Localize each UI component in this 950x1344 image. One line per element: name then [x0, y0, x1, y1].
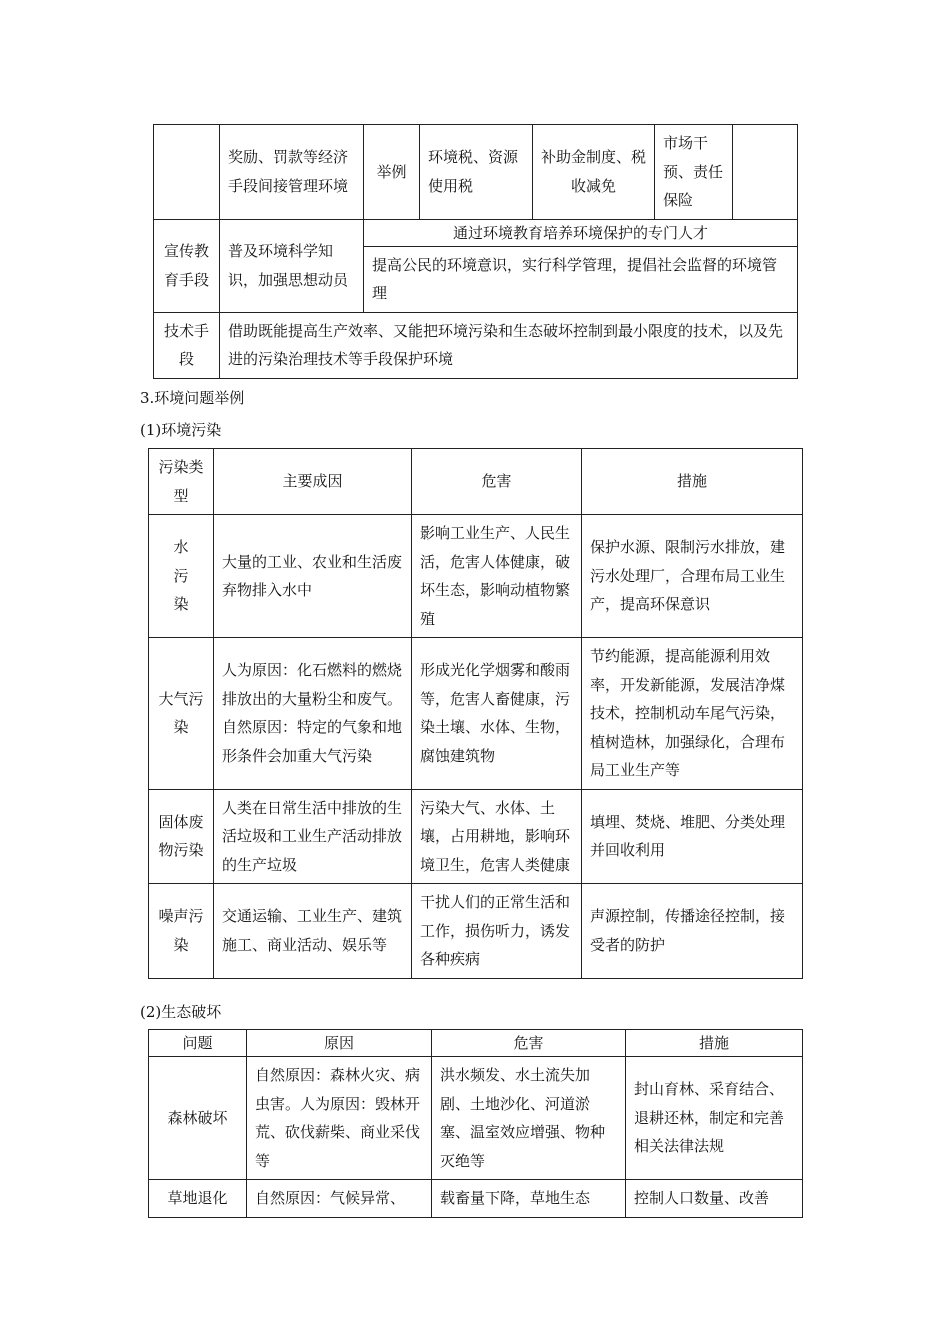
table-cell: 载畜量下降，草地生态 [432, 1180, 626, 1218]
column-header: 污染类型 [149, 449, 214, 515]
table-row [149, 638, 803, 790]
column-header: 措施 [582, 449, 803, 515]
table-cell: 自然原因：气候异常、 [247, 1180, 432, 1218]
table-row [154, 219, 798, 246]
table-cell: 形成光化学烟雾和酸雨等，危害人畜健康，污染土壤、水体、生物，腐蚀建筑物 [412, 638, 582, 790]
table-cell: 声源控制，传播途径控制，接受者的防护 [582, 884, 803, 979]
column-header: 主要成因 [214, 449, 412, 515]
table-cell: 技术手段 [154, 312, 220, 378]
table-row [149, 515, 803, 638]
column-header: 危害 [412, 449, 582, 515]
column-header: 问题 [149, 1030, 247, 1057]
table-cell: 干扰人们的正常生活和工作，损伤听力，诱发各种疾病 [412, 884, 582, 979]
subsection-title: (2)生态破坏 [140, 1003, 222, 1021]
column-header: 危害 [432, 1030, 626, 1057]
pollution-type: 水污染 [173, 538, 189, 614]
column-header: 原因 [247, 1030, 432, 1057]
table-cell: 提高公民的环境意识，实行科学管理，提倡社会监督的环境管理 [364, 246, 798, 312]
table-cell: 宣传教育手段 [154, 219, 220, 312]
table-cell: 影响工业生产、人民生活，危害人体健康，破坏生态，影响动植物繁殖 [412, 515, 582, 638]
table-cell: 人为原因：化石燃料的燃烧排放出的大量粉尘和废气。自然原因：特定的气象和地形条件会加重大气污染 [214, 638, 412, 790]
table-cell: 固体废物污染 [149, 789, 214, 884]
table-cell: 草地退化 [149, 1180, 247, 1218]
table-cell: 大气污染 [149, 638, 214, 790]
column-header: 措施 [626, 1030, 803, 1057]
table-cell: 举例 [364, 125, 420, 220]
table-cell: 借助既能提高生产效率、又能把环境污染和生态破坏控制到最小限度的技术，以及先进的污染治理技术等手段保护环境 [220, 312, 798, 378]
section-title: 3.环境问题举例 [140, 389, 245, 407]
management-means-table [153, 124, 798, 379]
table-cell: 环境税、资源使用税 [420, 125, 533, 220]
table-header-row [149, 449, 803, 515]
table-cell: 污染大气、水体、土壤，占用耕地，影响环境卫生，危害人类健康 [412, 789, 582, 884]
table-cell: 奖励、罚款等经济手段间接管理环境 [220, 125, 364, 220]
table-cell: 封山育林、采育结合、退耕还林，制定和完善相关法律法规 [626, 1057, 803, 1180]
table-cell: 大量的工业、农业和生活废弃物排入水中 [214, 515, 412, 638]
table-cell [149, 515, 214, 638]
table-cell: 填埋、焚烧、堆肥、分类处理并回收利用 [582, 789, 803, 884]
table-row [149, 789, 803, 884]
table-cell: 控制人口数量、改善 [626, 1180, 803, 1218]
table-cell: 普及环境科学知识，加强思想动员 [220, 219, 364, 312]
table-row [149, 884, 803, 979]
table-cell: 森林破坏 [149, 1057, 247, 1180]
table-cell: 交通运输、工业生产、建筑施工、商业活动、娱乐等 [214, 884, 412, 979]
table-cell: 节约能源，提高能源利用效率，开发新能源，发展洁净煤技术，控制机动车尾气污染，植树造林，加强绿化，合理布局工业生产等 [582, 638, 803, 790]
table-cell: 自然原因：森林火灾、病虫害。人为原因：毁林开荒、砍伐薪柴、商业采伐等 [247, 1057, 432, 1180]
subsection-title: (1)环境污染 [140, 421, 222, 439]
table-cell: 洪水频发、水土流失加剧、土地沙化、河道淤塞、温室效应增强、物种灭绝等 [432, 1057, 626, 1180]
table-row [154, 125, 798, 220]
table-cell: 噪声污染 [149, 884, 214, 979]
table-cell: 市场干预、责任保险 [655, 125, 733, 220]
table-cell [154, 125, 220, 220]
table-row [149, 1057, 803, 1180]
table-cell: 保护水源、限制污水排放，建污水处理厂，合理布局工业生产，提高环保意识 [582, 515, 803, 638]
table-cell: 人类在日常生活中排放的生活垃圾和工业生产活动排放的生产垃圾 [214, 789, 412, 884]
table-header-row [149, 1030, 803, 1057]
ecology-table [148, 1029, 803, 1218]
table-cell [733, 125, 798, 220]
table-cell: 通过环境教育培养环境保护的专门人才 [364, 219, 798, 246]
table-row [149, 1180, 803, 1218]
table-row [154, 312, 798, 378]
table-cell: 补助金制度、税收减免 [533, 125, 655, 220]
pollution-table [148, 448, 803, 979]
